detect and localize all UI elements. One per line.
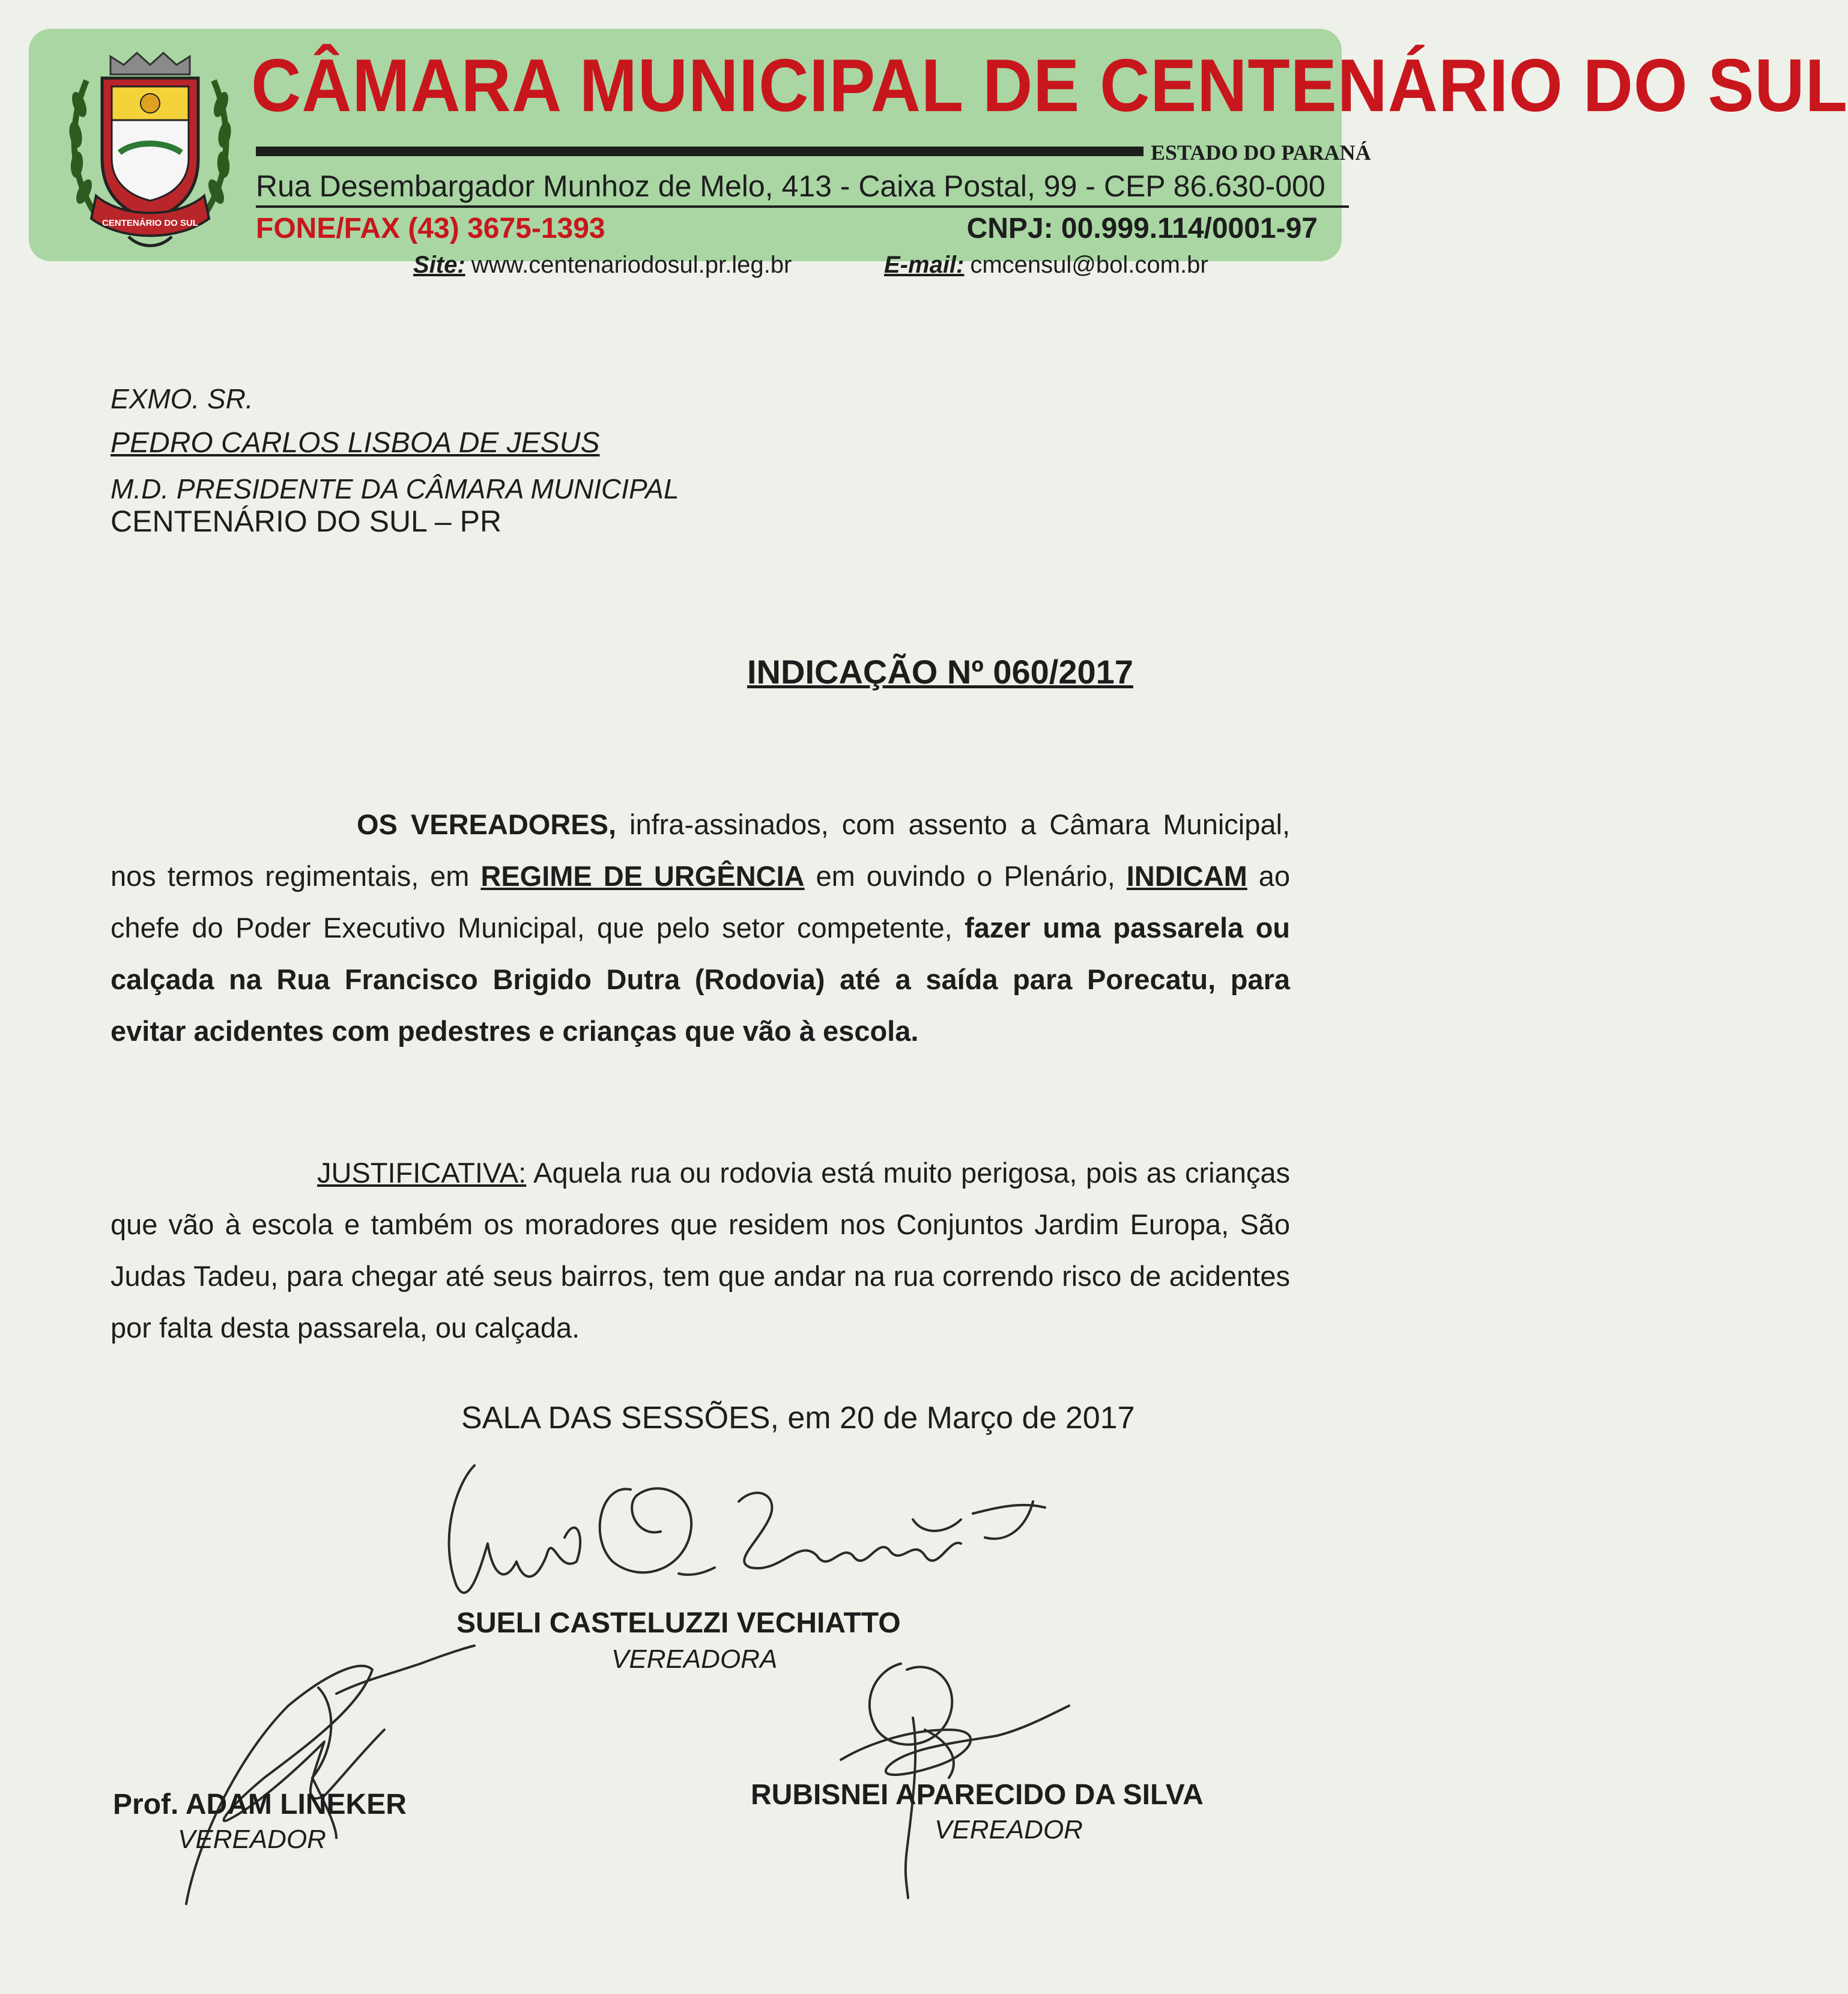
vereadores-lead: OS VEREADORES,	[357, 808, 617, 840]
request-text: fazer uma passarela ou calçada na Rua Francisco Brigido Dutra (Rodovia) até a saída para Porecatu, para evitar acidentes com pedestres e crianças que vão à escola.	[111, 912, 1290, 1047]
indicam: INDICAM	[1126, 860, 1247, 892]
phone-fax: FONE/FAX (43) 3675-1393	[256, 213, 605, 244]
email-link[interactable]: cmcensul@bol.com.br	[970, 252, 1208, 278]
justification-paragraph	[111, 1147, 1290, 1354]
cnpj: CNPJ: 00.999.114/0001-97	[966, 213, 1318, 244]
title-rule	[256, 147, 1144, 156]
signer-name-rubisnei: RUBISNEI APARECIDO DA SILVA	[751, 1779, 1204, 1811]
address-line: Rua Desembargador Munhoz de Melo, 413 - Caixa Postal, 99 - CEP 86.630-000	[256, 168, 1349, 208]
email-label: E-mail:	[884, 252, 965, 278]
p1-text-c: ao chefe do Poder Executivo Municipal, que pelo setor competente,	[111, 860, 1290, 944]
signer-role-sueli: VEREADORA	[611, 1644, 778, 1674]
justification-text: Aquela rua ou rodovia está muito perigosa, pois as crianças que vão à escola e também os moradores que residem nos Conjuntos Jardim Europa, São Judas Tadeu, para chegar até seus bairros, tem que andar na rua correndo risco de acidentes por falta desta passarela, ou calçada.	[111, 1157, 1290, 1344]
regime-urgencia: REGIME DE URGÊNCIA	[480, 860, 805, 892]
signature-rubisnei	[870, 1664, 952, 1745]
justificativa-label: JUSTIFICATIVA:	[317, 1157, 527, 1189]
addressee-city: CENTENÁRIO DO SUL – PR	[111, 505, 502, 538]
site-link[interactable]: www.centenariodosul.pr.leg.br	[471, 252, 792, 278]
chamber-title: CÂMARA MUNICIPAL DE CENTENÁRIO DO SUL	[251, 44, 1848, 127]
indicacao-title: INDICAÇÃO Nº 060/2017	[747, 653, 1133, 691]
municipal-crest-icon	[62, 38, 238, 261]
signature-adam	[186, 1666, 384, 1904]
signature-sueli	[449, 1465, 581, 1593]
signer-name-adam: Prof. ADAM LINEKER	[113, 1789, 407, 1820]
site-line	[413, 251, 792, 279]
letterhead	[29, 29, 1848, 278]
email-line	[884, 251, 1208, 279]
session-date: SALA DAS SESSÕES, em 20 de Março de 2017	[461, 1401, 1135, 1435]
salutation: EXMO. SR.	[111, 383, 253, 414]
signer-name-sueli: SUELI CASTELUZZI VECHIATTO	[456, 1607, 901, 1639]
addressee-name: PEDRO CARLOS LISBOA DE JESUS	[111, 427, 600, 459]
state-label: ESTADO DO PARANÁ	[1151, 141, 1371, 165]
signer-role-rubisnei: VEREADOR	[935, 1815, 1083, 1844]
addressee-role: M.D. PRESIDENTE DA CÂMARA MUNICIPAL	[111, 473, 679, 505]
site-label: Site:	[413, 252, 465, 278]
indication-paragraph	[111, 799, 1290, 1057]
signer-role-adam: VEREADOR	[178, 1825, 326, 1854]
svg-text:CENTENÁRIO DO SUL: CENTENÁRIO DO SUL	[101, 218, 199, 228]
p1-text-b: em ouvindo o Plenário,	[804, 860, 1127, 892]
p1-text-a: infra-assinados, com assento a Câmara Municipal, nos termos regimentais, em	[111, 808, 1290, 892]
